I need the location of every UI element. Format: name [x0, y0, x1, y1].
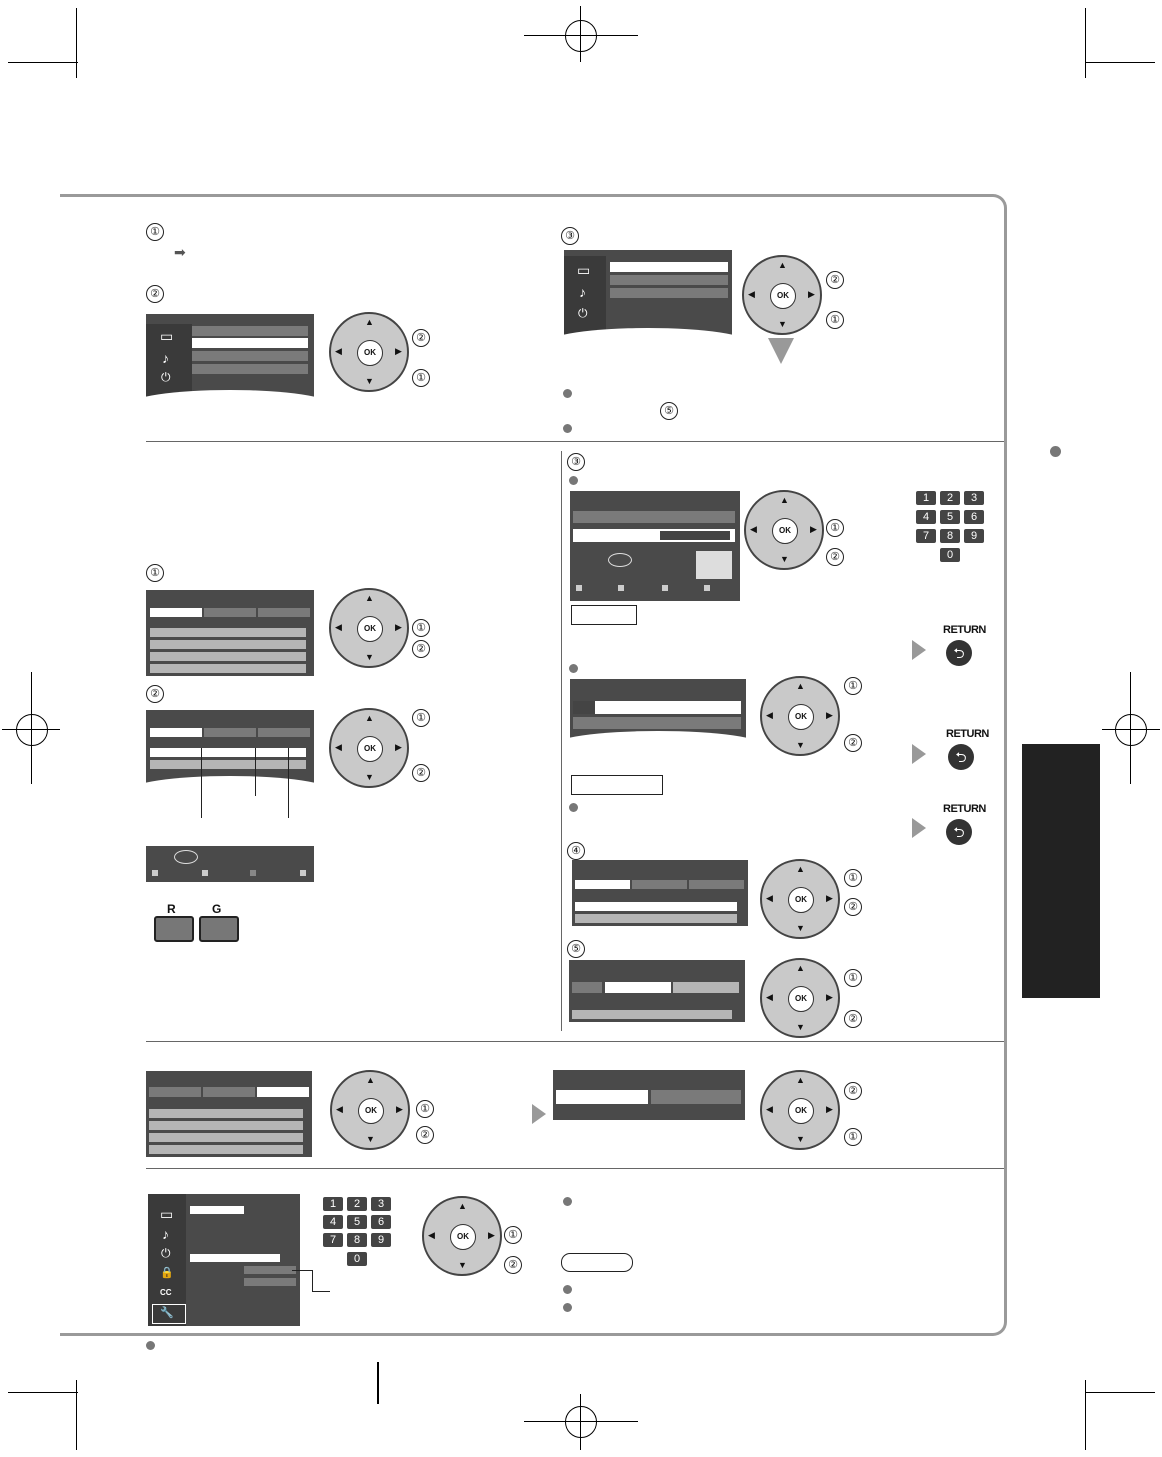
ok-button[interactable]: OK	[357, 616, 383, 642]
callout-1: ①	[844, 677, 862, 695]
callout-2: ②	[412, 640, 430, 658]
down-arrow-icon[interactable]: ▼	[365, 376, 374, 386]
yellow-key-indicator	[250, 870, 256, 876]
list-row	[149, 1109, 303, 1118]
right-arrow-icon[interactable]: ▶	[826, 992, 833, 1002]
registration-mark	[16, 714, 48, 746]
down-arrow-icon[interactable]: ▼	[778, 319, 787, 329]
bullet	[569, 476, 578, 485]
label-box	[561, 1253, 633, 1272]
menu-row	[192, 364, 308, 374]
section-divider	[146, 441, 1004, 442]
screen-wave	[146, 390, 314, 402]
num-key-2[interactable]: 2	[940, 491, 960, 505]
crop-mark	[76, 1380, 77, 1450]
list-row	[149, 1121, 303, 1130]
list-row	[575, 914, 737, 923]
num-key-6[interactable]: 6	[371, 1215, 391, 1229]
ok-button[interactable]: OK	[358, 1098, 384, 1124]
list-tab	[204, 728, 256, 737]
callout-1: ①	[416, 1100, 434, 1118]
tv-logo-icon	[608, 553, 632, 567]
bullet	[563, 424, 572, 433]
arrow-icon	[912, 744, 926, 764]
right-arrow-icon[interactable]: ▶	[810, 524, 817, 534]
green-button[interactable]	[199, 916, 239, 942]
step-5-marker: ⑤	[567, 940, 585, 958]
num-key-7[interactable]: 7	[916, 529, 936, 543]
list-tab	[203, 1087, 255, 1097]
tv-menu-screen	[146, 314, 314, 402]
callout-line	[312, 1291, 330, 1292]
screen-wave	[146, 838, 314, 846]
input-screen	[570, 679, 746, 739]
key-indicator	[662, 585, 668, 591]
side-tab	[1022, 744, 1100, 998]
step-1-marker: ①	[146, 223, 164, 241]
num-key-8[interactable]: 8	[347, 1233, 367, 1247]
right-arrow-icon[interactable]: ▶	[395, 622, 402, 632]
bullet	[569, 803, 578, 812]
callout-line	[255, 748, 256, 796]
timer-icon: ⏻	[161, 1246, 171, 1260]
callout-2: ②	[412, 764, 430, 782]
arrow-icon	[912, 818, 926, 838]
num-key-3[interactable]: 3	[964, 491, 984, 505]
ok-button[interactable]: OK	[357, 736, 383, 762]
crop-mark	[1130, 672, 1131, 784]
remote-dpad[interactable]	[422, 1196, 502, 1276]
list-tab	[149, 1087, 201, 1097]
list-tab	[204, 608, 256, 617]
ok-button[interactable]: OK	[788, 1098, 814, 1124]
up-arrow-icon[interactable]: ▲	[796, 1075, 805, 1085]
remote-dpad[interactable]	[760, 859, 840, 939]
screen-wave	[570, 731, 746, 739]
green-key-label: G	[212, 902, 222, 916]
return-button[interactable]: ⮌	[946, 819, 972, 845]
callout-2: ②	[416, 1126, 434, 1144]
right-arrow-icon[interactable]: ▶	[826, 893, 833, 903]
num-key-0[interactable]: 0	[347, 1252, 367, 1266]
num-key-9[interactable]: 9	[964, 529, 984, 543]
down-scroll-arrow-icon	[768, 338, 794, 364]
list-row	[150, 640, 306, 649]
callout-line	[288, 748, 289, 818]
crop-mark	[1085, 1392, 1155, 1393]
program-list-screen	[569, 960, 745, 1022]
left-arrow-icon[interactable]: ◀	[766, 992, 773, 1002]
red-button[interactable]	[154, 916, 194, 942]
color-key-bar-screen	[146, 838, 314, 882]
ok-button[interactable]: OK	[788, 704, 814, 730]
right-arrow-icon[interactable]: ▶	[395, 346, 402, 356]
list-row	[150, 628, 306, 637]
callout-2: ②	[412, 329, 430, 347]
ok-button[interactable]: OK	[788, 887, 814, 913]
left-arrow-icon[interactable]: ◀	[336, 1104, 343, 1114]
num-key-9[interactable]: 9	[371, 1233, 391, 1247]
setup-menu-screen	[148, 1194, 300, 1326]
crop-mark	[8, 62, 78, 63]
num-key-0[interactable]: 0	[940, 548, 960, 562]
num-key-5[interactable]: 5	[940, 510, 960, 524]
num-key-5[interactable]: 5	[347, 1215, 367, 1229]
step-2-marker: ②	[146, 685, 164, 703]
list-row	[150, 652, 306, 661]
confirm-dialog-screen	[553, 1070, 745, 1120]
callout-line	[292, 1270, 312, 1271]
green-key-indicator	[202, 870, 208, 876]
callout-1: ①	[412, 619, 430, 637]
dialog-option	[651, 1090, 741, 1104]
crop-mark	[580, 6, 581, 62]
picture-icon: ▭	[160, 328, 174, 344]
list-row	[149, 1145, 303, 1154]
left-arrow-icon[interactable]: ◀	[766, 710, 773, 720]
crop-mark	[8, 1392, 78, 1393]
callout-2: ②	[826, 548, 844, 566]
callout-2: ②	[844, 1010, 862, 1028]
step-3-marker: ③	[561, 227, 579, 245]
remote-dpad[interactable]	[742, 255, 822, 335]
menu-row-selected	[190, 1206, 244, 1214]
step-4-marker: ④	[567, 842, 585, 860]
menu-row-selected	[610, 262, 728, 272]
left-arrow-icon[interactable]: ◀	[428, 1230, 435, 1240]
callout-2: ②	[844, 734, 862, 752]
up-arrow-icon[interactable]: ▲	[796, 681, 805, 691]
crop-mark	[1085, 8, 1086, 78]
input-screen	[570, 491, 740, 601]
down-arrow-icon[interactable]: ▼	[366, 1134, 375, 1144]
return-label: RETURN	[943, 803, 986, 815]
up-arrow-icon[interactable]: ▲	[365, 593, 374, 603]
callout-line	[312, 1270, 313, 1292]
right-arrow-icon[interactable]: ▶	[808, 289, 815, 299]
bullet	[563, 1285, 572, 1294]
bullet	[563, 1197, 572, 1206]
callout-1: ①	[844, 969, 862, 987]
callout-line	[201, 748, 202, 818]
list-row-selected	[575, 902, 737, 911]
menu-row-selected	[190, 1254, 280, 1262]
list-row	[149, 1133, 303, 1142]
list-tab	[258, 608, 310, 617]
bullet	[563, 1303, 572, 1312]
menu-row	[192, 326, 308, 336]
down-arrow-icon[interactable]: ▼	[796, 1022, 805, 1032]
step-5-ref: ⑤	[660, 402, 678, 420]
step-2-marker: ②	[146, 285, 164, 303]
list-tab-selected	[150, 608, 202, 617]
up-arrow-icon[interactable]: ▲	[778, 260, 787, 270]
up-arrow-icon[interactable]: ▲	[365, 713, 374, 723]
down-arrow-icon[interactable]: ▼	[796, 740, 805, 750]
left-arrow-icon[interactable]: ◀	[750, 524, 757, 534]
bullet	[569, 664, 578, 673]
down-arrow-icon[interactable]: ▼	[796, 1134, 805, 1144]
remote-dpad[interactable]	[744, 490, 824, 570]
ok-button[interactable]: OK	[770, 283, 796, 309]
blue-key-indicator	[300, 870, 306, 876]
crop-mark	[1102, 729, 1160, 730]
input-field[interactable]	[660, 531, 730, 540]
num-key-4[interactable]: 4	[323, 1215, 343, 1229]
left-arrow-icon[interactable]: ◀	[748, 289, 755, 299]
menu-row	[610, 288, 728, 298]
list-tab	[572, 982, 602, 993]
input-row	[573, 511, 735, 523]
right-arrow-icon[interactable]: ▶	[826, 710, 833, 720]
audio-icon: ♪	[579, 284, 586, 300]
left-arrow-icon[interactable]: ◀	[766, 1104, 773, 1114]
num-key-1[interactable]: 1	[323, 1197, 343, 1211]
list-row	[150, 664, 306, 673]
callout-1: ①	[826, 311, 844, 329]
audio-icon: ♪	[162, 1226, 169, 1242]
step-3-marker: ③	[567, 453, 585, 471]
remote-dpad[interactable]	[329, 312, 409, 392]
up-arrow-icon[interactable]: ▲	[796, 864, 805, 874]
right-arrow-icon[interactable]: ▶	[826, 1104, 833, 1114]
crop-mark	[31, 672, 32, 784]
callout-1: ①	[844, 869, 862, 887]
down-arrow-icon[interactable]: ▼	[365, 652, 374, 662]
down-arrow-icon[interactable]: ▼	[796, 923, 805, 933]
picture-icon: ▭	[160, 1206, 174, 1222]
crop-mark	[2, 729, 60, 730]
up-arrow-icon[interactable]: ▲	[458, 1201, 467, 1211]
return-label: RETURN	[943, 624, 986, 636]
input-row	[573, 717, 741, 729]
list-tab	[673, 982, 739, 993]
section-divider	[146, 1168, 1004, 1169]
ok-button[interactable]: OK	[450, 1224, 476, 1250]
label-box	[571, 775, 663, 795]
callout-2: ②	[844, 1082, 862, 1100]
return-button[interactable]: ⮌	[948, 744, 974, 770]
gutter-mark	[377, 1362, 379, 1404]
list-row	[150, 760, 306, 769]
remote-dpad[interactable]	[760, 676, 840, 756]
crop-mark	[524, 1421, 638, 1422]
up-arrow-icon[interactable]: ▲	[366, 1075, 375, 1085]
arrow-icon: ➡	[174, 244, 186, 260]
menu-row-selected	[192, 338, 308, 348]
right-arrow-icon[interactable]: ▶	[396, 1104, 403, 1114]
tv-menu-screen	[564, 250, 732, 338]
crop-mark	[1085, 62, 1155, 63]
keypad-hint	[696, 551, 732, 579]
callout-2: ②	[844, 898, 862, 916]
timer-icon: ⏻	[578, 306, 588, 320]
cc-icon: CC	[160, 1288, 172, 1297]
menu-row	[244, 1266, 296, 1274]
up-arrow-icon[interactable]: ▲	[780, 495, 789, 505]
num-key-6[interactable]: 6	[964, 510, 984, 524]
num-key-3[interactable]: 3	[371, 1197, 391, 1211]
callout-1: ①	[412, 369, 430, 387]
arrow-icon	[912, 640, 926, 660]
input-row-selected	[573, 701, 741, 714]
registration-mark	[565, 1406, 597, 1438]
num-key-1[interactable]: 1	[916, 491, 936, 505]
right-arrow-icon[interactable]: ▶	[395, 742, 402, 752]
crop-mark	[524, 35, 638, 36]
down-arrow-icon[interactable]: ▼	[780, 554, 789, 564]
callout-2: ②	[504, 1256, 522, 1274]
ok-button[interactable]: OK	[357, 340, 383, 366]
audio-icon: ♪	[162, 350, 169, 366]
key-indicator	[704, 585, 710, 591]
menu-row	[610, 275, 728, 285]
list-row	[572, 1010, 732, 1019]
left-arrow-icon[interactable]: ◀	[335, 622, 342, 632]
num-key-2[interactable]: 2	[347, 1197, 367, 1211]
dialog-option-selected	[556, 1090, 648, 1104]
key-indicator	[618, 585, 624, 591]
section-divider	[146, 1041, 1004, 1042]
registration-mark	[565, 20, 597, 52]
label-box	[571, 605, 637, 625]
num-key-8[interactable]: 8	[940, 529, 960, 543]
list-tab-selected	[605, 982, 671, 993]
list-tab	[632, 880, 687, 889]
list-tab-selected	[257, 1087, 309, 1097]
return-button[interactable]: ⮌	[946, 640, 972, 666]
remote-dpad[interactable]	[760, 1070, 840, 1150]
remote-dpad[interactable]	[329, 588, 409, 668]
lock-icon: 🔒	[160, 1267, 174, 1279]
callout-1: ①	[412, 709, 430, 727]
program-list-screen	[146, 590, 314, 676]
left-arrow-icon[interactable]: ◀	[335, 742, 342, 752]
row-index	[573, 701, 595, 714]
picture-icon: ▭	[577, 262, 591, 278]
list-tab	[689, 880, 744, 889]
down-arrow-icon[interactable]: ▼	[365, 772, 374, 782]
remote-dpad[interactable]	[760, 958, 840, 1038]
red-key-label: R	[167, 902, 176, 916]
crop-mark	[580, 1394, 581, 1450]
ok-button[interactable]: OK	[788, 986, 814, 1012]
callout-1: ①	[826, 519, 844, 537]
left-arrow-icon[interactable]: ◀	[766, 893, 773, 903]
registration-mark	[1115, 714, 1147, 746]
setup-icon: 🔧	[160, 1307, 174, 1319]
callout-2: ②	[826, 271, 844, 289]
crop-mark	[76, 8, 77, 78]
callout-1: ①	[844, 1128, 862, 1146]
list-tab	[258, 728, 310, 737]
num-key-4[interactable]: 4	[916, 510, 936, 524]
crop-mark	[1085, 1380, 1086, 1450]
arrow-icon	[532, 1104, 546, 1124]
menu-row	[192, 351, 308, 361]
callout-1: ①	[504, 1226, 522, 1244]
program-list-screen	[146, 1071, 312, 1157]
remote-dpad[interactable]	[330, 1070, 410, 1150]
remote-dpad[interactable]	[329, 708, 409, 788]
up-arrow-icon[interactable]: ▲	[365, 317, 374, 327]
key-indicator	[576, 585, 582, 591]
right-arrow-icon[interactable]: ▶	[488, 1230, 495, 1240]
bullet	[1050, 446, 1061, 457]
bullet	[563, 389, 572, 398]
bullet	[146, 1341, 155, 1350]
up-arrow-icon[interactable]: ▲	[796, 963, 805, 973]
down-arrow-icon[interactable]: ▼	[458, 1260, 467, 1270]
list-tab-selected	[150, 728, 202, 737]
program-list-screen	[572, 860, 748, 926]
tv-logo-icon	[174, 850, 198, 864]
return-label: RETURN	[946, 728, 989, 740]
menu-row	[244, 1278, 296, 1286]
red-key-indicator	[152, 870, 158, 876]
step-1-marker: ①	[146, 564, 164, 582]
ok-button[interactable]: OK	[772, 518, 798, 544]
column-divider	[561, 451, 562, 1031]
list-tab-selected	[575, 880, 630, 889]
list-row-selected	[150, 748, 306, 757]
num-key-7[interactable]: 7	[323, 1233, 343, 1247]
left-arrow-icon[interactable]: ◀	[335, 346, 342, 356]
timer-icon: ⏻	[161, 370, 171, 384]
